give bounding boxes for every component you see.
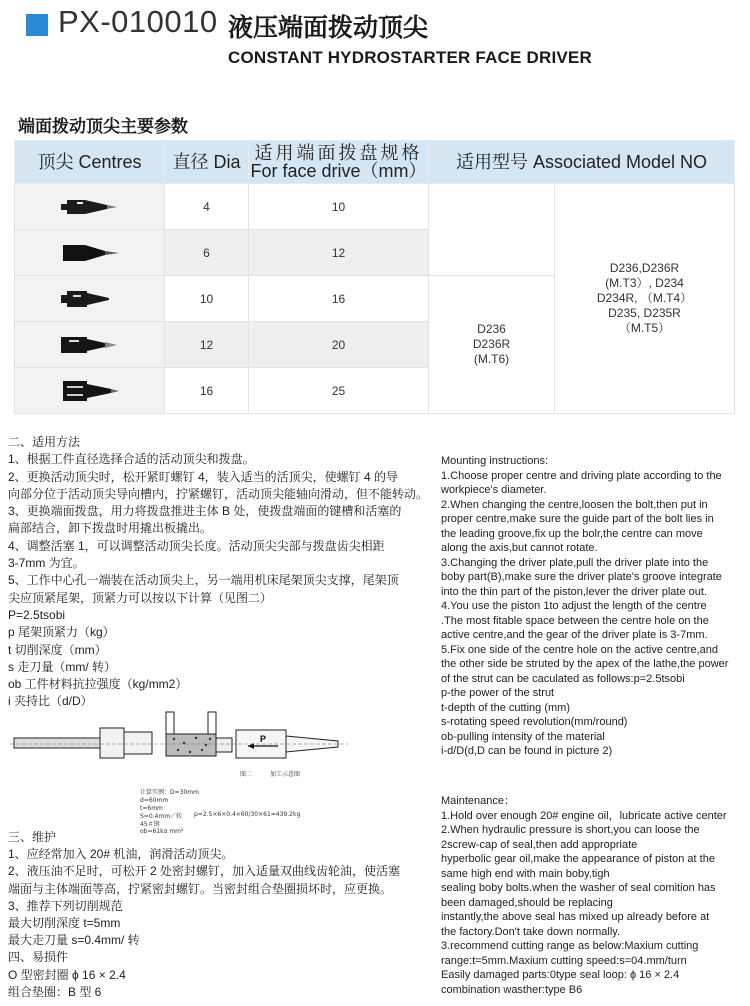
maintenance-en-line: 1.Hold over enough 20# engine oil，lubricate active center (441, 809, 727, 822)
mounting-en-line: the other side be struted by the apex of the lathe,the power (441, 658, 729, 670)
mounting-en-line: i-d/D(d,D can be found in picture 2) (441, 745, 613, 757)
example-line: d=60mm (140, 797, 169, 804)
centre-image-cell (15, 276, 165, 322)
centre-thumbnail (55, 329, 125, 361)
example-line: ob=61kg mm² (140, 828, 184, 833)
model-code: PX-010010 (58, 4, 218, 39)
maintenance-cn-line: 三、维护 (8, 830, 57, 844)
model-left-line: D236R (472, 337, 511, 351)
centre-image-cell (15, 230, 165, 276)
maintenance-en-line: combination wasther:type B6 (441, 983, 583, 996)
header-dia: 直径 Dia (165, 141, 249, 184)
header-face-drive-line2: For face drive（mm） (250, 161, 427, 181)
mounting-en-line: 1.Choose proper centre and driving plate according to the (441, 469, 722, 482)
usage-cn-line: 尖应顶紧尾架，顶紧力可以按以下计算（见图二） (8, 590, 273, 605)
model-left-cell (429, 276, 555, 414)
title-marker (26, 14, 48, 36)
maintenance-cn-line: 1、应经常加入 20# 机油，润滑活动顶尖。 (8, 847, 234, 862)
mounting-en-line: s-rotating speed revolution(mm/round) (441, 716, 628, 728)
maintenance-en-line: hyperbolic gear oil,make the appearance of piston at the (441, 853, 715, 865)
maintenance-cn-line: 端面与主体端面等高，拧紧密封螺钉。当密封组合垫圈损坏时，应更换。 (8, 881, 393, 896)
spec-table (14, 140, 734, 414)
centre-image-cell (15, 368, 165, 414)
usage-cn-line: 二、适用方法 (8, 435, 81, 449)
header-model: 适用型号 Associated Model NO (429, 141, 735, 184)
mounting-en-line: workpiece's diameter. (441, 484, 547, 496)
centre-thumbnail (55, 237, 125, 269)
maintenance-en-line: 3.recommend cutting range as below:Maxium cutting (441, 940, 699, 952)
mounting-en-line: ob-pulling intensity of the material (441, 730, 605, 743)
model-right-line: （M.T5） (618, 321, 671, 335)
usage-cn-line: 扁部结合，卸下拨盘时用撬出板撬出。 (8, 521, 213, 536)
maintenance-cn-line: 组合垫圈：B 型 6 (8, 984, 102, 999)
example-line: S=0.4mm／转 (140, 813, 183, 820)
maintenance-en-line: Maintenance： (441, 795, 515, 807)
figure-label: 图二 (240, 771, 253, 778)
dia-cell: 10 (165, 276, 249, 322)
face-drive-cell: 10 (249, 184, 429, 230)
mounting-en-line: .The most fitable space between the centre hole on the (441, 614, 709, 627)
maintenance-en-line: the factory.Don't take down normally. (441, 925, 620, 938)
mounting-en-line: 2.When changing the centre,loosen the bolt,then put in (441, 498, 708, 511)
model-right-line: (M.T3）, D234 (605, 276, 684, 290)
maintenance-en-line: Easily damaged parts:0type seal loop: ϕ 16 × 2.4 (441, 969, 680, 981)
centre-image-cell (15, 322, 165, 368)
usage-cn-line: 3、更换端面拨盘，用力将拨盘推进主体 B 处，使拨盘端面的键槽和活塞的 (8, 504, 402, 519)
section-title: 端面拨动顶尖主要参数 (18, 117, 188, 136)
usage-cn-line: s 走刀量（mm/ 转） (8, 659, 116, 674)
force-formula: p=2.5×6×0.4×60/30×61=439.2kg (194, 811, 301, 818)
example-line: 计算实例：D=30mm (140, 789, 199, 796)
maintenance-en-line: range:t=5mm.Maxium cutting speed:s=04.mm/turn (441, 954, 687, 967)
dia-cell: 16 (165, 368, 249, 414)
mounting-en-line: 3.Changing the driver plate,pull the driver plate into the (441, 556, 709, 569)
example-line: 45＃钢 (140, 821, 160, 828)
usage-cn-line: 5、工作中心孔一端装在活动顶尖上，另一端用机床尾架顶尖支撑，尾架顶 (8, 573, 399, 588)
model-right-cell (555, 184, 735, 414)
maintenance-en-line: same high end with main boby,tigh (441, 867, 610, 880)
face-drive-cell: 16 (249, 276, 429, 322)
usage-cn-line: ob 工件材料抗拉强度（kg/mm2） (8, 677, 188, 692)
model-empty-cell (429, 184, 555, 276)
mounting-en-line: boby part(B),make sure the driver plate's groove integrate (441, 571, 722, 583)
mounting-en-line: active centre,and the gear of the driver plate is 3-7mm. (441, 629, 708, 641)
face-drive-cell: 12 (249, 230, 429, 276)
usage-cn-line: P=2.5tsobi (8, 607, 66, 622)
maintenance-cn-line: 四、易损件 (8, 950, 69, 965)
usage-cn-line: p 尾架顶紧力（kg） (8, 625, 115, 640)
mounting-en-line: the leading groove,fix up the bolr,the centre can move (441, 527, 703, 540)
centre-thumbnail (55, 191, 125, 223)
model-right-line: D236,D236R (609, 261, 680, 275)
mounting-en-line: t-depth of the cutting (mm) (441, 701, 570, 714)
mounting-en-line: proper centre,make sure the guide part of the bolt lies in (441, 513, 714, 525)
usage-cn-line: i 夹持比（d/D） (8, 694, 93, 709)
maintenance-en-line: instantly,the above seal has mixed up already before at (441, 911, 710, 923)
mounting-en-line: p-the power of the strut (441, 687, 555, 699)
usage-cn-line: t 切削深度（mm） (8, 642, 107, 657)
table-row (15, 184, 735, 230)
maintenance-cn-line: 2、液压油不足时，可松开 2 处密封螺钉，加入适量双曲线齿轮油，使活塞 (8, 864, 401, 879)
example-line: t=6mm (140, 805, 163, 812)
mounting-en-line: Mounting instructions: (441, 455, 548, 467)
maintenance-en-line: 2screw-cap of seal,then add appropriate (441, 838, 638, 851)
model-left-line: D236 (477, 322, 506, 336)
header-face-drive (249, 141, 429, 184)
model-left-line: (M.T6) (473, 352, 510, 366)
face-drive-cell: 25 (249, 368, 429, 414)
model-right-line: D234R, （M.T4） (596, 291, 693, 305)
header-centres: 顶尖 Centres (15, 141, 165, 184)
maintenance-en-line: sealing boby bolts.when the washer of seal comition has (441, 882, 716, 894)
usage-cn-line: 2、更换活动顶尖时，松开紧盯螺钉 4，装入适当的活顶尖，使螺钉 4 的导 (8, 469, 399, 484)
mounting-en-line: of the strut can be caculated as follows:p=2.5tsobi (441, 672, 685, 685)
usage-cn-line: 向部分位于活动顶尖导向槽内，拧紧螺钉，活动顶尖能轴向滑动，但不能转动。 (8, 486, 429, 501)
maintenance-cn-line: 最大切削深度 t=5mm (8, 916, 121, 931)
machining-diagram (8, 708, 353, 833)
maintenance-en-line: been damaged,should be replacing (441, 896, 613, 909)
dia-cell: 6 (165, 230, 249, 276)
maintenance-cn-line: O 型密封圈 ϕ 16 × 2.4 (8, 967, 126, 982)
centre-thumbnail (55, 375, 125, 407)
mounting-en-line: 4.You use the piston 1to adjust the length of the centre (441, 600, 707, 612)
mounting-en-line: along the axis,but cannot rotate. (441, 542, 598, 554)
usage-cn (8, 434, 428, 711)
title-cn: 液压端面拨动顶尖 (228, 14, 429, 42)
centre-thumbnail (55, 283, 125, 315)
mounting-en-line: into the thin part of the piston,lever the driver plate out. (441, 585, 707, 598)
force-label: P (260, 734, 267, 744)
maintenance-en (441, 794, 741, 997)
model-right-line: D235, D235R (608, 306, 681, 320)
mounting-en-line: 5.Fix one side of the centre hole on the active centre,and (441, 643, 719, 656)
maintenance-cn-line: 最大走刀量 s=0.4mm/ 转 (8, 933, 140, 948)
centre-image-cell (15, 184, 165, 230)
usage-cn-line: 1、根据工件直径选择合适的活动顶尖和拨盘。 (8, 452, 255, 467)
usage-cn-line: 3-7mm 为宜。 (8, 556, 85, 571)
maintenance-cn (8, 829, 428, 1001)
mounting-en (441, 454, 741, 759)
dia-cell: 4 (165, 184, 249, 230)
header-face-drive-line1: 适用端面拨盘规格 (254, 143, 423, 163)
figure-title: 加工示意图 (270, 771, 301, 778)
title-en: CONSTANT HYDROSTARTER FACE DRIVER (228, 48, 592, 67)
dia-cell: 12 (165, 322, 249, 368)
face-drive-cell: 20 (249, 322, 429, 368)
maintenance-en-line: 2.When hydraulic pressure is short,you can loose the (441, 824, 700, 836)
maintenance-cn-line: 3、推荐下列切削规范 (8, 898, 123, 913)
usage-cn-line: 4、调整活塞 1，可以调整活动顶尖长度。活动顶尖尖部与拨盘齿尖相距 (8, 538, 385, 553)
